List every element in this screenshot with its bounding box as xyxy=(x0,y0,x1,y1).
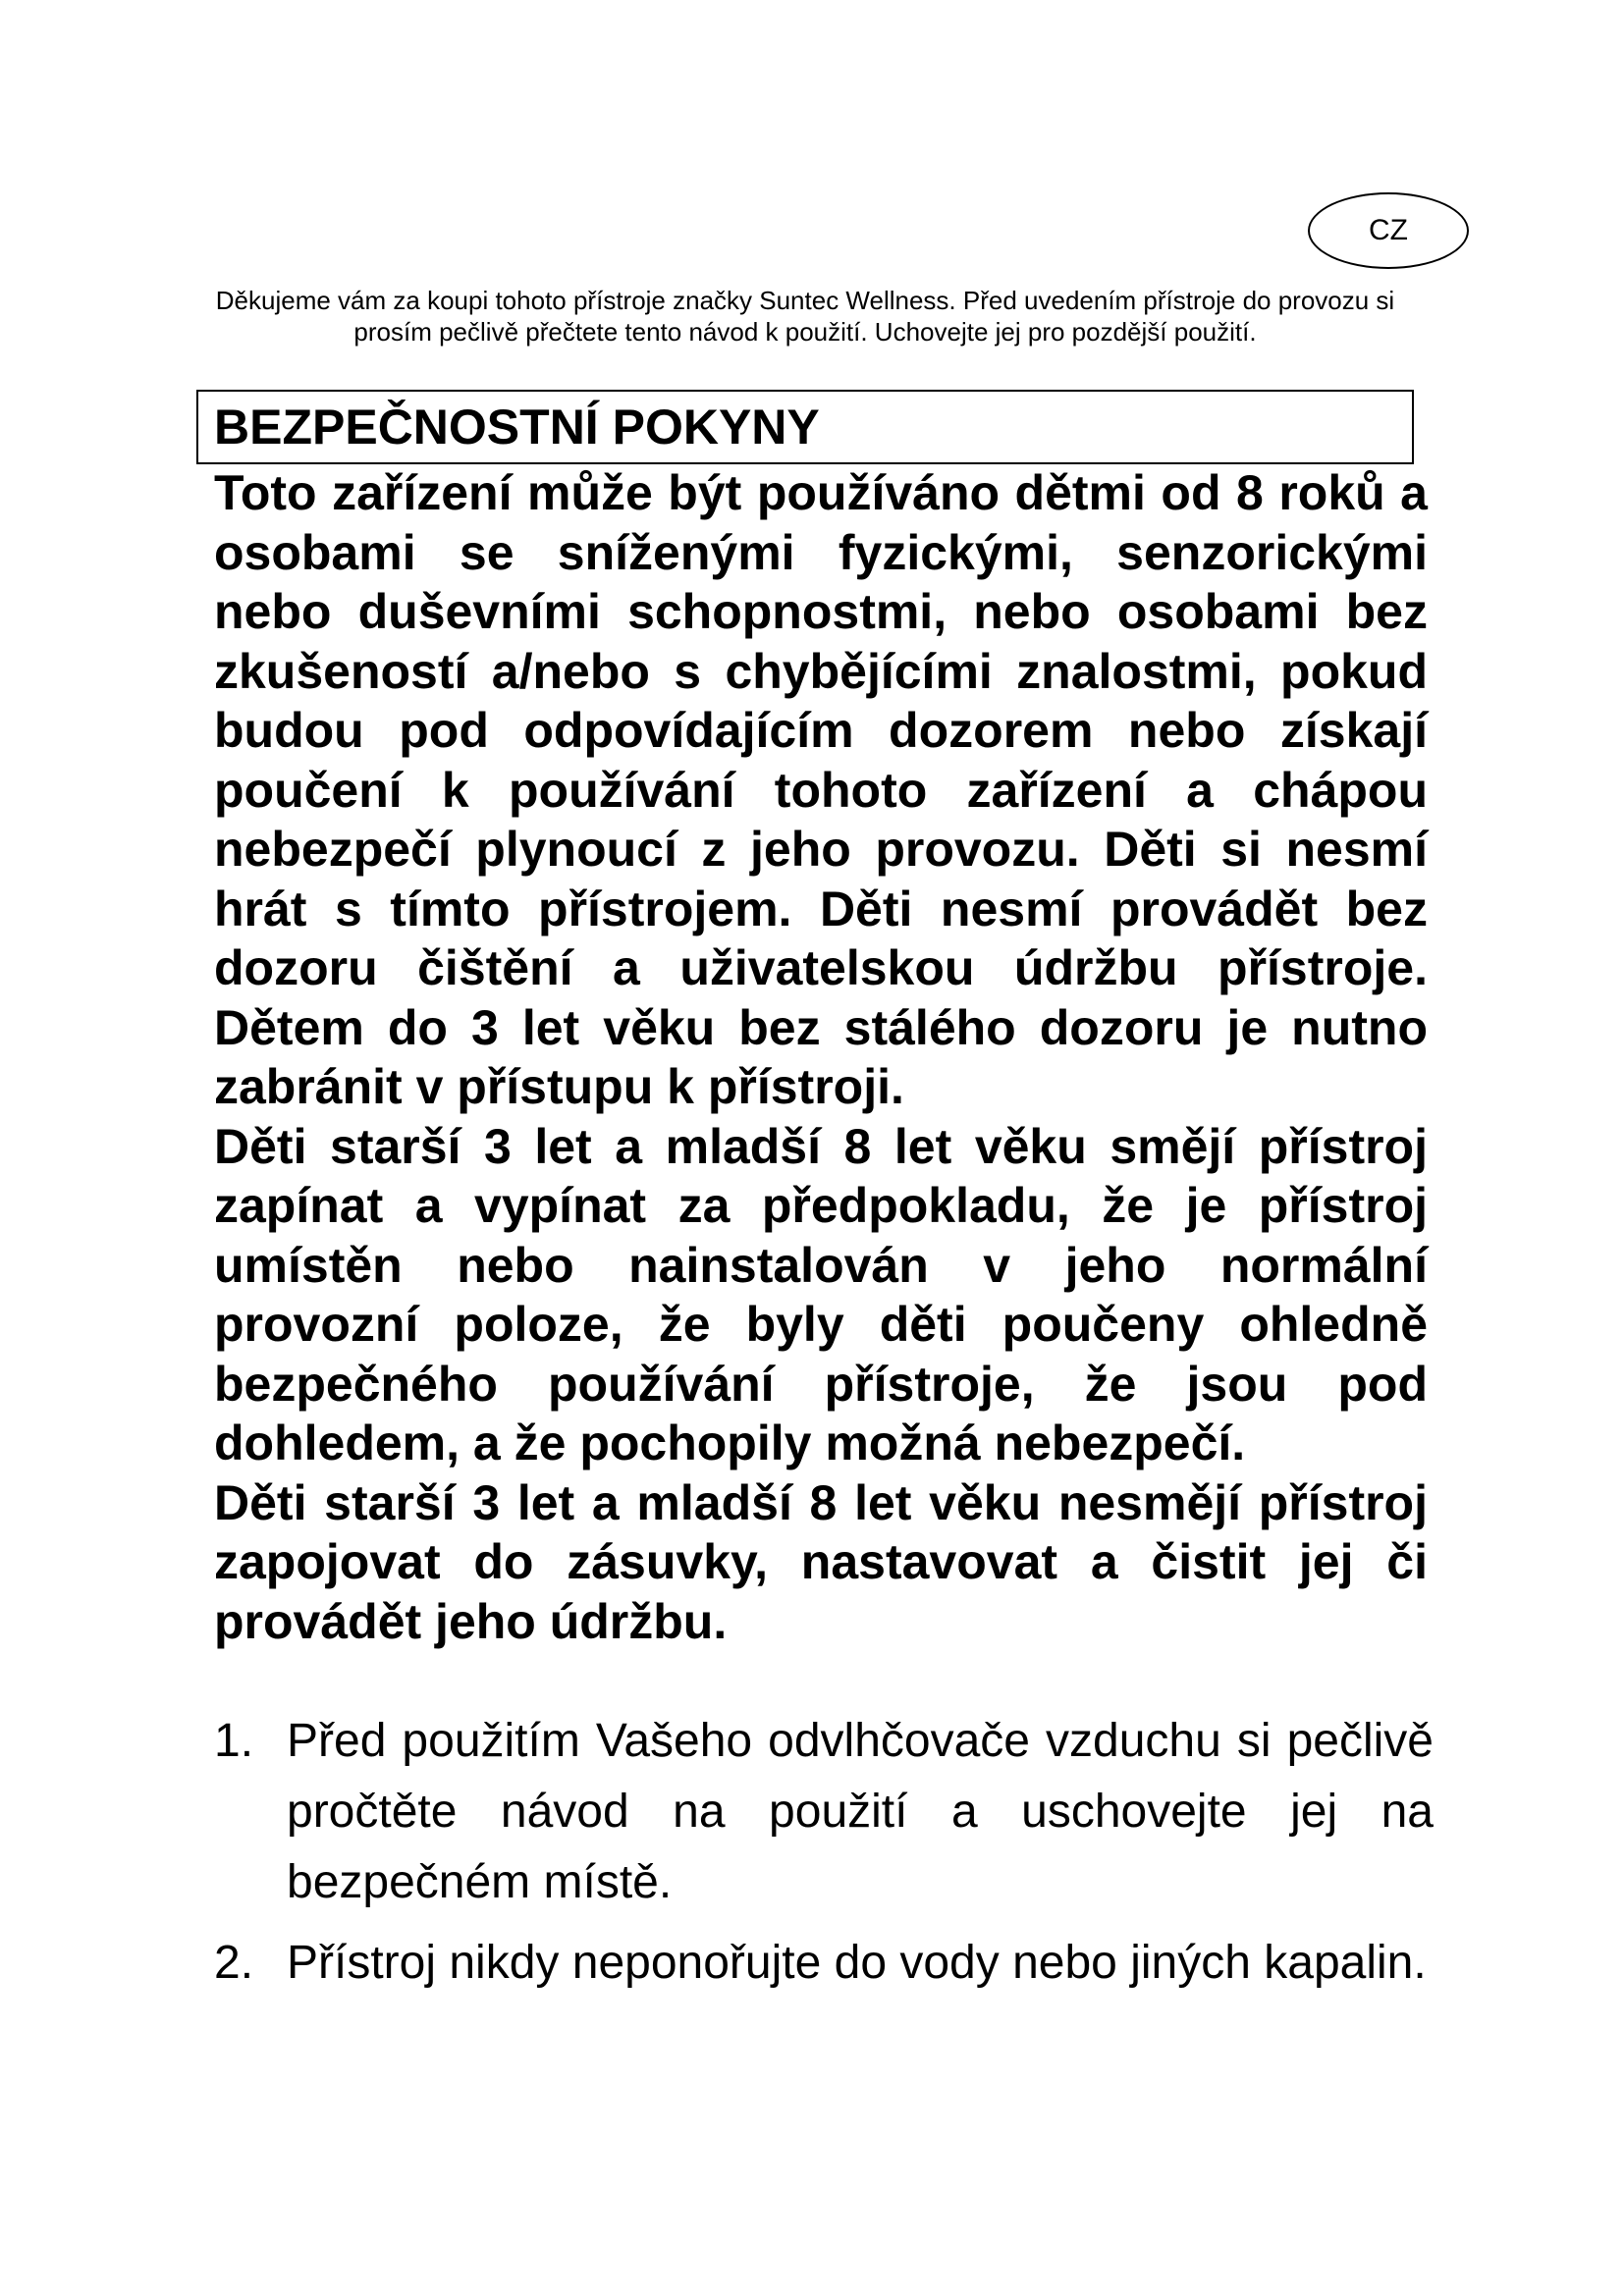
list-item-number: 1. xyxy=(214,1715,254,1767)
intro-text: Děkujeme vám za koupi tohoto přístroje značky Suntec Wellness. Před uvedením přístroje do provozu si prosím pečlivě přečtete tento návod k použití. Uchovejte jej pro pozdější použití. xyxy=(215,286,1395,347)
list-item-text: Před použitím Vašeho odvlhčovače vzduchu si pečlivě pročtěte návod na použití a uschovejte jej na bezpečném místě. xyxy=(287,1715,1434,1908)
section-heading: BEZPEČNOSTNÍ POKYNY xyxy=(196,390,1414,464)
safety-steps-list xyxy=(214,1706,1434,2008)
list-item xyxy=(214,1706,1434,1918)
list-item xyxy=(214,1928,1434,1999)
warning-paragraph: Děti starší 3 let a mladší 8 let věku nesmějí přístroj zapojovat do zásuvky, nastavovat a čistit jej či provádět jeho údržbu. xyxy=(214,1474,1428,1649)
warning-paragraph: Děti starší 3 let a mladší 8 let věku smějí přístroj zapínat a vypínat za předpokladu, že je přístroj umístěn nebo nainstalován v jeho normální provozní poloze, že byly děti poučeny ohledně bezpečného používání přístroje, že jsou pod dohledem, a že pochopily možná nebezpečí. xyxy=(214,1118,1428,1470)
language-badge-label: CZ xyxy=(1369,214,1408,246)
warning-paragraph: Toto zařízení může být používáno dětmi od 8 roků a osobami se sníženými fyzickými, senzorickými nebo duševními schopnostmi, nebo osobami bez zkušeností a/nebo s chybějícími znalostmi, pokud budou pod odpovídajícím dozorem nebo získají poučení k používání tohoto zařízení a chápou nebezpečí plynoucí z jeho provozu. Děti si nesmí hrát s tímto přístrojem. Děti nesmí provádět bez dozoru čištění a uživatelskou údržbu přístroje. Dětem do 3 let věku bez stálého dozoru je nutno zabránit v přístupu k přístroji. xyxy=(214,465,1428,1114)
safety-warning-block xyxy=(214,463,1428,1651)
language-badge xyxy=(1308,192,1469,269)
list-item-number: 2. xyxy=(214,1937,254,1989)
list-item-text: Přístroj nikdy neponořujte do vody nebo jiných kapalin. xyxy=(287,1937,1427,1989)
